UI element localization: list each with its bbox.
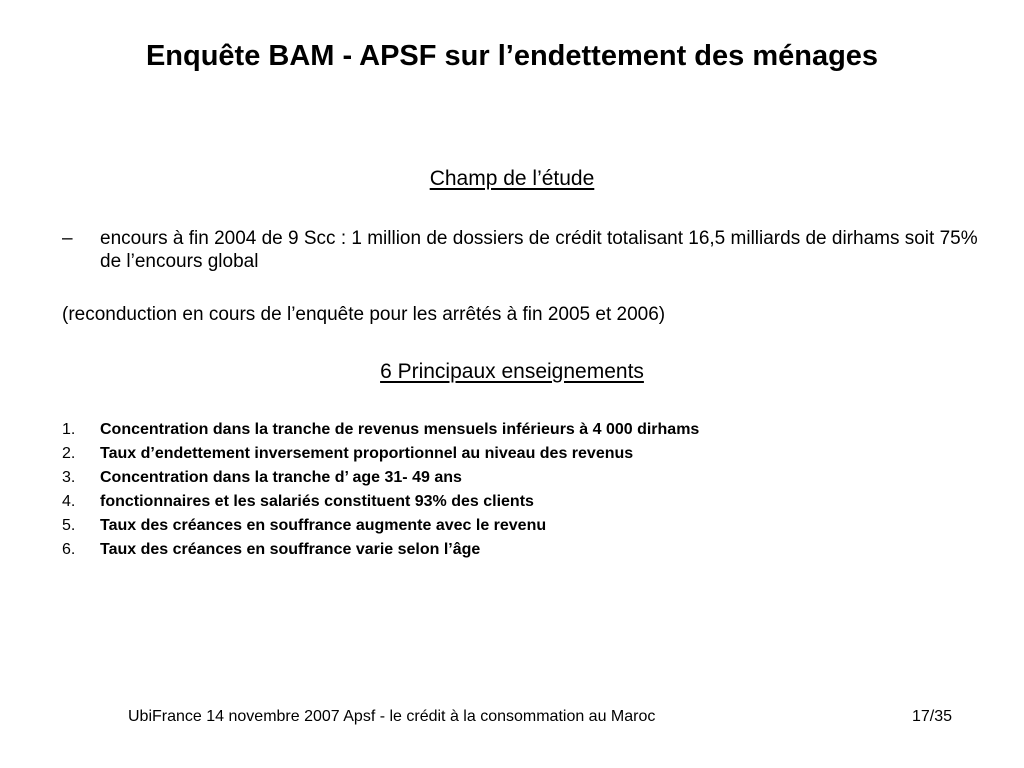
list-item-text: Taux d’endettement inversement proportionnel au niveau des revenus bbox=[100, 445, 634, 462]
scope-bullet bbox=[62, 227, 982, 273]
list-item-text: Concentration dans la tranche d’ age 31- 49 ans bbox=[100, 469, 462, 486]
findings-heading: 6 Principaux enseignements bbox=[380, 360, 644, 383]
footer-text: UbiFrance 14 novembre 2007 Apsf - le crédit à la consommation au Maroc bbox=[128, 708, 656, 725]
dash-marker: – bbox=[62, 228, 73, 249]
list-item bbox=[62, 418, 962, 442]
list-item-number: 1. bbox=[62, 421, 76, 438]
findings-list bbox=[62, 418, 962, 562]
page-number: 17/35 bbox=[912, 708, 953, 725]
list-item-number: 4. bbox=[62, 493, 76, 510]
list-item-text: Taux des créances en souffrance varie selon l’âge bbox=[100, 541, 481, 558]
list-item bbox=[62, 514, 962, 538]
list-item-number: 6. bbox=[62, 541, 76, 558]
list-item bbox=[62, 466, 962, 490]
list-item-number: 2. bbox=[62, 445, 76, 462]
list-item-text: Concentration dans la tranche de revenus mensuels inférieurs à 4 000 dirhams bbox=[100, 421, 700, 438]
list-item-number: 5. bbox=[62, 517, 76, 534]
list-item-number: 3. bbox=[62, 469, 76, 486]
list-item bbox=[62, 538, 962, 562]
scope-note: (reconduction en cours de l’enquête pour les arrêtés à fin 2005 et 2006) bbox=[62, 304, 666, 325]
list-item-text: Taux des créances en souffrance augmente avec le revenu bbox=[100, 517, 547, 534]
slide-title: Enquête BAM - APSF sur l’endettement des ménages bbox=[145, 40, 879, 72]
scope-bullet-text: encours à fin 2004 de 9 Scc : 1 million de dossiers de crédit totalisant 16,5 milliards de dirhams soit 75% de l’encours global bbox=[100, 228, 978, 272]
list-item-text: fonctionnaires et les salariés constituent 93% des clients bbox=[100, 493, 534, 510]
list-item bbox=[62, 490, 962, 514]
list-item bbox=[62, 442, 962, 466]
scope-heading: Champ de l’étude bbox=[429, 167, 595, 190]
